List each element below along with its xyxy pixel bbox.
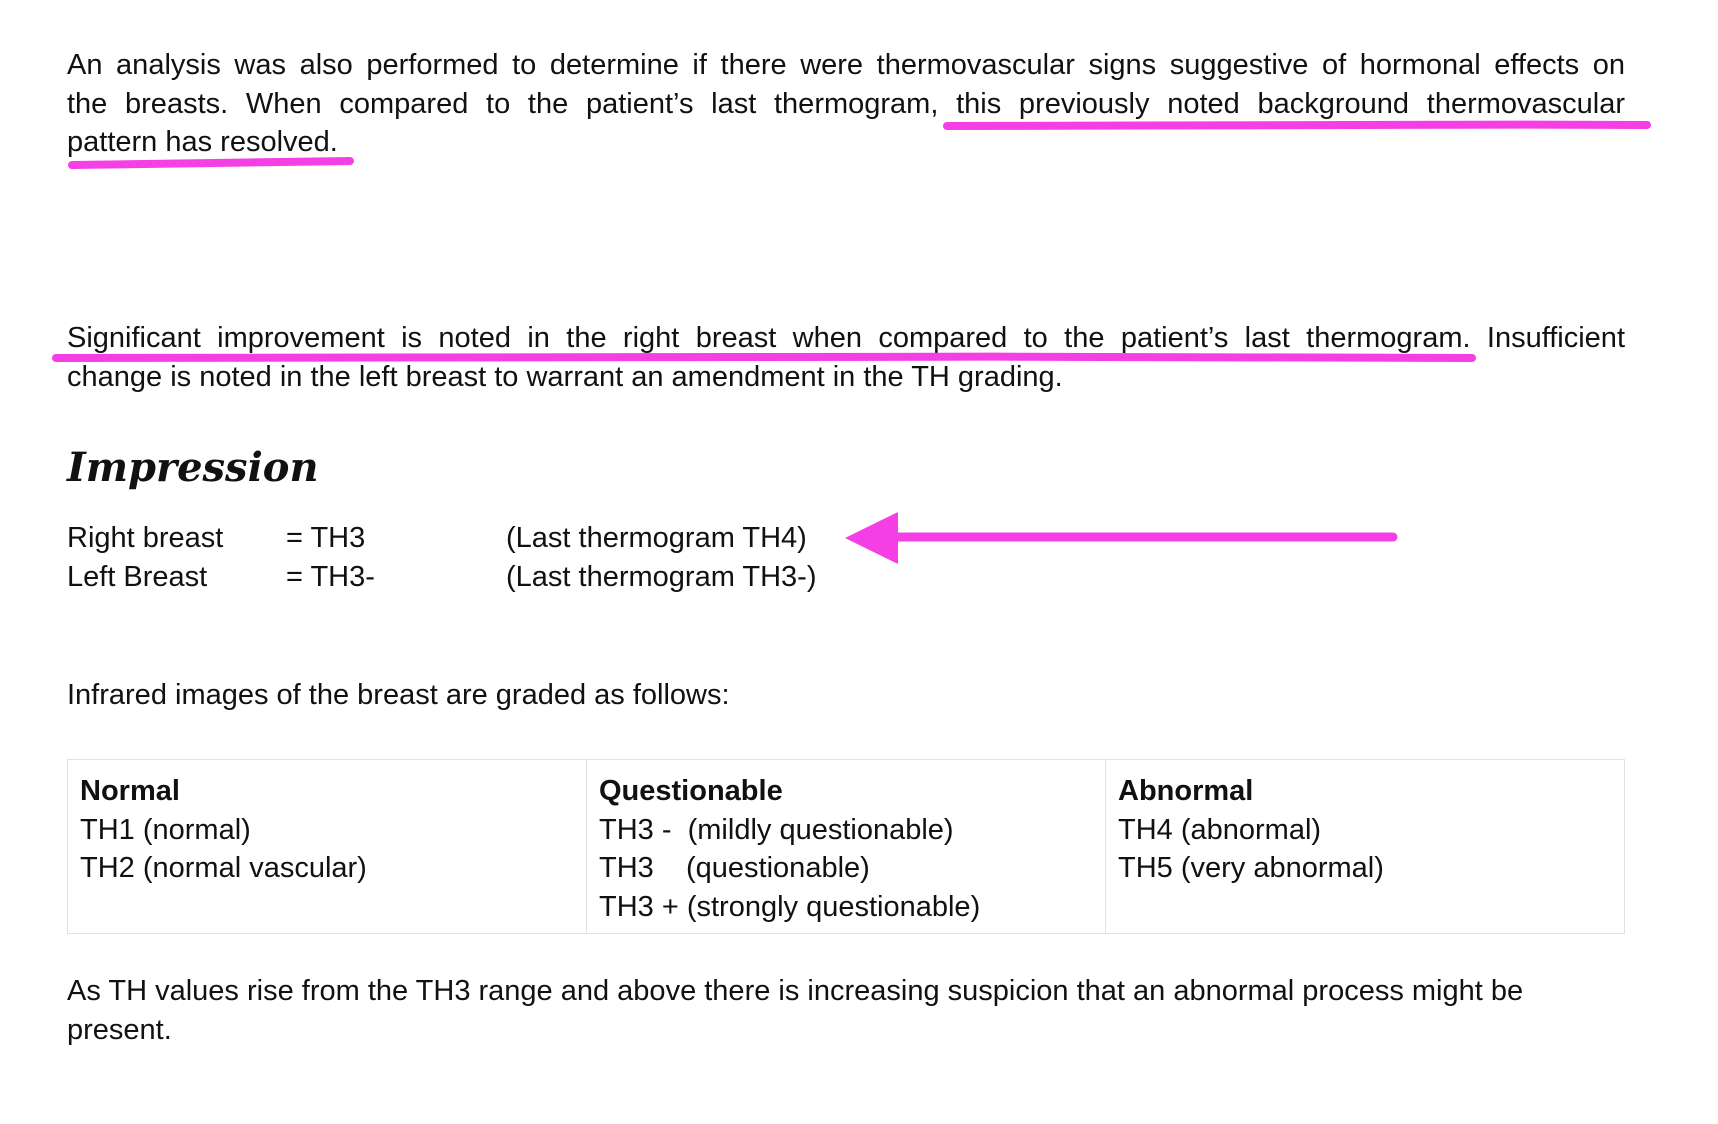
breast-side-label: Left Breast: [67, 561, 208, 593]
closing-paragraph: As TH values rise from the TH3 range and above there is increasing suspicion that an abnormal process might be present.: [67, 975, 1524, 1046]
grade-item: TH2 (normal vascular): [80, 852, 367, 884]
paragraph-line: An analysis was also performed to determine if there were thermovascular signs suggestive of hormonal effects on: [67, 49, 1625, 81]
breast-side-label: Right breast: [67, 522, 224, 554]
previous-grade: (Last thermogram TH4): [506, 522, 807, 554]
impression-heading: Impression: [67, 444, 319, 491]
grading-column-abnormal: [1106, 760, 1624, 933]
grade-item: TH3 - (mildly questionable): [599, 813, 954, 846]
current-grade: = TH3-: [286, 561, 375, 593]
grade-item: TH1 (normal): [80, 813, 251, 846]
grading-table: [67, 759, 1625, 934]
underline-pattern-resolved: [72, 161, 350, 165]
grading-intro: Infrared images of the breast are graded as follows:: [67, 679, 730, 711]
previous-grade: (Last thermogram TH3-): [506, 561, 817, 593]
column-title: Abnormal: [1118, 775, 1254, 807]
grading-column-questionable: [587, 760, 1106, 933]
paragraph-line: pattern has resolved.: [67, 126, 338, 158]
grade-item: TH3 (questionable): [599, 852, 870, 884]
grade-item: TH5 (very abnormal): [1118, 852, 1384, 884]
paragraph-line: change is noted in the left breast to warrant an amendment in the TH grading.: [67, 360, 1063, 393]
grade-item: TH4 (abnormal): [1118, 813, 1322, 846]
column-title: Normal: [80, 775, 180, 807]
paragraph-improvement: [67, 319, 1625, 396]
paragraph-line: Significant improvement is noted in the right breast when compared to the patient’s last thermogram. Insufficient: [67, 322, 1625, 354]
column-title: Questionable: [599, 775, 783, 807]
grading-column-normal: [68, 760, 587, 933]
arrow-head-icon: [845, 512, 898, 564]
paragraph-line: the breasts. When compared to the patient’s last thermogram, this previously noted background thermovascular: [67, 87, 1625, 120]
grade-item: TH3 + (strongly questionable): [599, 890, 981, 923]
current-grade: = TH3: [286, 522, 366, 554]
paragraph-hormonal-analysis: [67, 46, 1625, 162]
